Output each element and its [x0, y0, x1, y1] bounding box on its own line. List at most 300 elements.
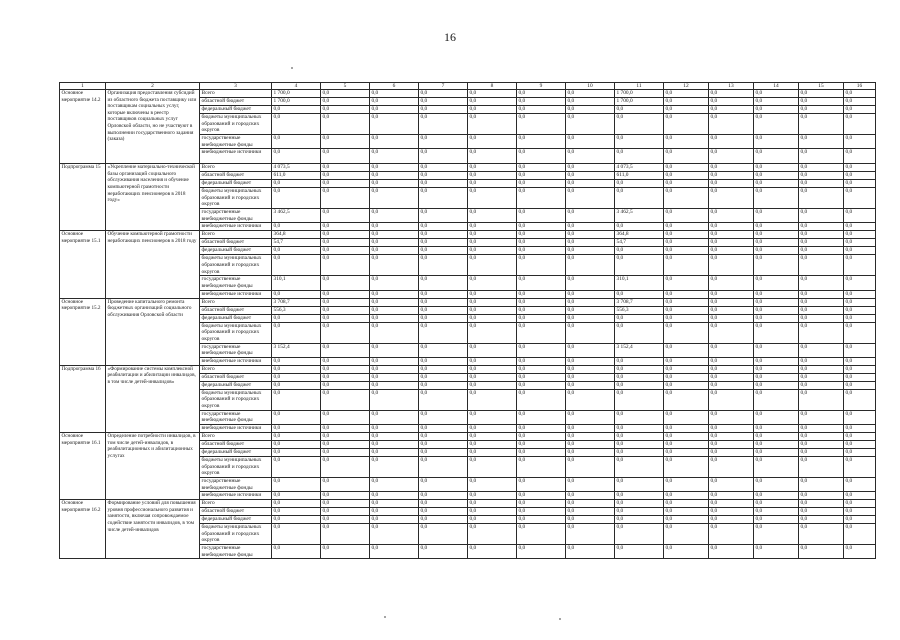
value-cell: 0,0	[566, 432, 615, 440]
value-cell: 0,0	[844, 247, 876, 255]
value-cell: 0,0	[419, 135, 468, 149]
funding-source: Всего	[200, 365, 272, 373]
value-cell: 0,0	[321, 149, 370, 164]
value-cell: 0,0	[419, 456, 468, 477]
value-cell: 0,0	[754, 516, 799, 524]
value-cell: 0,0	[844, 381, 876, 389]
value-cell: 0,0	[844, 223, 876, 231]
value-cell: 0,0	[754, 373, 799, 381]
value-cell: 4 073,5	[615, 164, 664, 172]
funding-source: Всего	[200, 432, 272, 440]
value-cell: 0,0	[272, 456, 321, 477]
value-cell: 0,0	[754, 314, 799, 322]
value-cell: 0,0	[844, 508, 876, 516]
funding-source: федеральный бюджет	[200, 448, 272, 456]
value-cell: 0,0	[664, 306, 709, 314]
value-cell: 0,0	[566, 343, 615, 357]
value-cell: 0,0	[272, 477, 321, 491]
value-cell: 0,0	[272, 223, 321, 231]
value-cell: 0,0	[664, 545, 709, 559]
program-code: Основное мероприятие 15.1	[60, 231, 106, 298]
value-cell: 0,0	[566, 477, 615, 491]
value-cell: 0,0	[517, 357, 566, 365]
value-cell: 0,0	[799, 373, 844, 381]
value-cell: 0,0	[321, 516, 370, 524]
value-cell: 0,0	[272, 432, 321, 440]
value-cell: 556,3	[272, 306, 321, 314]
value-cell: 0,0	[370, 432, 419, 440]
value-cell: 0,0	[709, 373, 754, 381]
program-name: Формирование условий для повышения уровня профессионального развития и занятости, включая сопровождаемое содействие занятости инвалидов, в том числе детей-инвалидов	[106, 500, 200, 559]
funding-source: Всего	[200, 90, 272, 98]
value-cell: 0,0	[370, 164, 419, 172]
value-cell: 0,0	[664, 231, 709, 239]
value-cell: 0,0	[664, 90, 709, 98]
value-cell: 0,0	[799, 322, 844, 343]
value-cell: 4 073,5	[272, 164, 321, 172]
value-cell: 0,0	[844, 314, 876, 322]
value-cell: 0,0	[844, 255, 876, 276]
scan-speck	[384, 616, 386, 618]
value-cell: 0,0	[370, 424, 419, 432]
value-cell: 0,0	[272, 424, 321, 432]
value-cell: 0,0	[709, 298, 754, 306]
value-cell: 0,0	[370, 508, 419, 516]
value-cell: 0,0	[799, 231, 844, 239]
value-cell: 0,0	[370, 357, 419, 365]
value-cell: 0,0	[566, 149, 615, 164]
value-cell: 0,0	[272, 508, 321, 516]
value-cell: 0,0	[517, 381, 566, 389]
value-cell: 0,0	[664, 477, 709, 491]
value-cell: 0,0	[321, 448, 370, 456]
value-cell: 0,0	[799, 314, 844, 322]
value-cell: 0,0	[754, 239, 799, 247]
value-cell: 0,0	[517, 209, 566, 223]
value-cell: 0,0	[844, 389, 876, 410]
value-cell: 0,0	[615, 114, 664, 135]
value-cell: 0,0	[370, 314, 419, 322]
value-cell: 0,0	[419, 298, 468, 306]
value-cell: 0,0	[615, 545, 664, 559]
value-cell: 0,0	[419, 276, 468, 290]
value-cell: 0,0	[709, 545, 754, 559]
value-cell: 0,0	[566, 492, 615, 500]
value-cell: 0,0	[370, 410, 419, 424]
value-cell: 0,0	[615, 106, 664, 114]
value-cell: 0,0	[419, 106, 468, 114]
value-cell: 0,0	[709, 98, 754, 106]
value-cell: 0,0	[754, 172, 799, 180]
value-cell: 0,0	[615, 440, 664, 448]
value-cell: 0,0	[517, 516, 566, 524]
value-cell: 0,0	[754, 492, 799, 500]
program-code: Подпрограмма 15	[60, 164, 106, 231]
value-cell: 0,0	[844, 440, 876, 448]
value-cell: 0,0	[709, 410, 754, 424]
value-cell: 0,0	[844, 298, 876, 306]
value-cell: 0,0	[321, 106, 370, 114]
value-cell: 0,0	[468, 306, 517, 314]
value-cell: 0,0	[664, 516, 709, 524]
value-cell: 0,0	[517, 298, 566, 306]
value-cell: 0,0	[709, 135, 754, 149]
funding-source: областной бюджет	[200, 440, 272, 448]
value-cell: 0,0	[370, 500, 419, 508]
value-cell: 0,0	[664, 223, 709, 231]
value-cell: 0,0	[844, 276, 876, 290]
value-cell: 0,0	[844, 373, 876, 381]
value-cell: 0,0	[272, 149, 321, 164]
value-cell: 0,0	[844, 500, 876, 508]
value-cell: 0,0	[709, 247, 754, 255]
value-cell: 0,0	[664, 314, 709, 322]
program-code: Основное мероприятие 16.2	[60, 500, 106, 559]
column-number: 15	[799, 83, 844, 90]
column-number: 3	[200, 83, 272, 90]
value-cell: 0,0	[709, 172, 754, 180]
funding-source: внебюджетные источники	[200, 357, 272, 365]
column-number: 6	[370, 83, 419, 90]
value-cell: 0,0	[664, 381, 709, 389]
value-cell: 0,0	[419, 149, 468, 164]
value-cell: 0,0	[517, 135, 566, 149]
value-cell: 0,0	[419, 448, 468, 456]
value-cell: 0,0	[709, 322, 754, 343]
value-cell: 0,0	[272, 322, 321, 343]
value-cell: 0,0	[321, 477, 370, 491]
value-cell: 0,0	[754, 357, 799, 365]
value-cell: 0,0	[799, 98, 844, 106]
value-cell: 0,0	[272, 114, 321, 135]
value-cell: 0,0	[517, 508, 566, 516]
value-cell: 0,0	[754, 524, 799, 545]
value-cell: 0,0	[370, 381, 419, 389]
value-cell: 0,0	[709, 500, 754, 508]
value-cell: 0,0	[709, 508, 754, 516]
value-cell: 0,0	[419, 247, 468, 255]
value-cell: 0,0	[419, 373, 468, 381]
value-cell: 0,0	[844, 365, 876, 373]
table-row	[60, 365, 876, 373]
value-cell: 0,0	[754, 231, 799, 239]
value-cell: 0,0	[615, 456, 664, 477]
value-cell: 0,0	[468, 298, 517, 306]
value-cell: 0,0	[709, 314, 754, 322]
value-cell: 0,0	[468, 381, 517, 389]
value-cell: 0,0	[799, 276, 844, 290]
value-cell: 0,0	[844, 343, 876, 357]
value-cell: 0,0	[754, 188, 799, 209]
column-number: 9	[517, 83, 566, 90]
value-cell: 0,0	[370, 343, 419, 357]
value-cell: 0,0	[615, 381, 664, 389]
value-cell: 0,0	[664, 209, 709, 223]
value-cell: 0,0	[754, 306, 799, 314]
value-cell: 0,0	[321, 440, 370, 448]
value-cell: 0,0	[321, 389, 370, 410]
value-cell: 0,0	[517, 180, 566, 188]
value-cell: 0,0	[754, 180, 799, 188]
funding-source: бюджеты муниципальных образований и городских округов	[200, 389, 272, 410]
value-cell: 0,0	[664, 188, 709, 209]
value-cell: 0,0	[566, 357, 615, 365]
value-cell: 0,0	[370, 247, 419, 255]
value-cell: 0,0	[754, 290, 799, 298]
value-cell: 0,0	[468, 357, 517, 365]
value-cell: 0,0	[370, 524, 419, 545]
value-cell: 0,0	[799, 389, 844, 410]
value-cell: 0,0	[664, 456, 709, 477]
value-cell: 0,0	[709, 343, 754, 357]
value-cell: 0,0	[799, 477, 844, 491]
value-cell: 0,0	[664, 106, 709, 114]
value-cell: 0,0	[272, 389, 321, 410]
funding-source: государственные внебюджетные фонды	[200, 410, 272, 424]
value-cell: 0,0	[321, 343, 370, 357]
value-cell: 0,0	[321, 255, 370, 276]
value-cell: 0,0	[799, 440, 844, 448]
value-cell: 0,0	[468, 373, 517, 381]
value-cell: 0,0	[709, 432, 754, 440]
value-cell: 0,0	[615, 188, 664, 209]
value-cell: 0,0	[709, 456, 754, 477]
value-cell: 0,0	[370, 223, 419, 231]
value-cell: 0,0	[615, 373, 664, 381]
value-cell: 0,0	[370, 516, 419, 524]
table-row	[60, 164, 876, 172]
value-cell: 0,0	[664, 424, 709, 432]
value-cell: 0,0	[468, 106, 517, 114]
value-cell: 0,0	[419, 164, 468, 172]
value-cell: 0,0	[468, 188, 517, 209]
funding-source: областной бюджет	[200, 239, 272, 247]
value-cell: 0,0	[799, 255, 844, 276]
value-cell: 0,0	[272, 448, 321, 456]
column-number: 2	[106, 83, 200, 90]
value-cell: 0,0	[517, 432, 566, 440]
value-cell: 0,0	[664, 432, 709, 440]
value-cell: 0,0	[566, 98, 615, 106]
value-cell: 0,0	[754, 365, 799, 373]
value-cell: 0,0	[419, 516, 468, 524]
value-cell: 0,0	[709, 424, 754, 432]
value-cell: 0,0	[566, 247, 615, 255]
value-cell: 0,0	[664, 389, 709, 410]
value-cell: 0,0	[799, 290, 844, 298]
value-cell: 0,0	[517, 172, 566, 180]
value-cell: 0,0	[370, 276, 419, 290]
value-cell: 0,0	[468, 322, 517, 343]
value-cell: 0,0	[799, 524, 844, 545]
value-cell: 0,0	[709, 106, 754, 114]
value-cell: 0,0	[517, 98, 566, 106]
value-cell: 0,0	[517, 314, 566, 322]
funding-source: областной бюджет	[200, 306, 272, 314]
value-cell: 0,0	[799, 106, 844, 114]
value-cell: 0,0	[272, 314, 321, 322]
value-cell: 0,0	[615, 365, 664, 373]
value-cell: 0,0	[566, 508, 615, 516]
value-cell: 0,0	[566, 90, 615, 98]
value-cell: 3 152,4	[615, 343, 664, 357]
value-cell: 0,0	[754, 106, 799, 114]
value-cell: 0,0	[754, 276, 799, 290]
value-cell: 0,0	[615, 322, 664, 343]
value-cell: 0,0	[517, 247, 566, 255]
value-cell: 0,0	[754, 381, 799, 389]
value-cell: 0,0	[844, 180, 876, 188]
value-cell: 0,0	[517, 306, 566, 314]
value-cell: 0,0	[272, 410, 321, 424]
value-cell: 0,0	[664, 98, 709, 106]
value-cell: 0,0	[615, 508, 664, 516]
value-cell: 0,0	[517, 106, 566, 114]
table-body	[60, 83, 876, 559]
value-cell: 54,7	[272, 239, 321, 247]
program-name: Организация предоставления субсидий из областного бюджета поставщику или поставщикам социальных услуг, которые включены в реестр поставщиков социальных услуг Орловской области, но не участвуют в выполнении государственного задания (заказа)	[106, 90, 200, 164]
value-cell: 0,0	[419, 381, 468, 389]
value-cell: 0,0	[370, 180, 419, 188]
value-cell: 0,0	[799, 239, 844, 247]
value-cell: 0,0	[709, 223, 754, 231]
value-cell: 0,0	[709, 516, 754, 524]
value-cell: 0,0	[566, 410, 615, 424]
value-cell: 0,0	[468, 114, 517, 135]
value-cell: 0,0	[754, 477, 799, 491]
value-cell: 0,0	[615, 223, 664, 231]
value-cell: 1 700,0	[272, 98, 321, 106]
funding-source: бюджеты муниципальных образований и городских округов	[200, 524, 272, 545]
funding-source: Всего	[200, 500, 272, 508]
value-cell: 0,0	[468, 508, 517, 516]
value-cell: 0,0	[844, 448, 876, 456]
value-cell: 0,0	[709, 231, 754, 239]
value-cell: 0,0	[272, 106, 321, 114]
program-code: Основное мероприятие 15.2	[60, 298, 106, 365]
value-cell: 0,0	[844, 545, 876, 559]
value-cell: 0,0	[799, 448, 844, 456]
value-cell: 0,0	[468, 477, 517, 491]
value-cell: 0,0	[799, 456, 844, 477]
value-cell: 0,0	[664, 448, 709, 456]
value-cell: 0,0	[468, 424, 517, 432]
value-cell: 0,0	[370, 448, 419, 456]
value-cell: 0,0	[566, 164, 615, 172]
value-cell: 0,0	[468, 492, 517, 500]
value-cell: 0,0	[754, 508, 799, 516]
value-cell: 0,0	[321, 381, 370, 389]
value-cell: 0,0	[566, 456, 615, 477]
value-cell: 0,0	[321, 500, 370, 508]
value-cell: 0,0	[419, 188, 468, 209]
value-cell: 0,0	[321, 492, 370, 500]
value-cell: 3 708,7	[272, 298, 321, 306]
funding-source: государственные внебюджетные фонды	[200, 477, 272, 491]
column-number: 11	[615, 83, 664, 90]
value-cell: 0,0	[321, 508, 370, 516]
value-cell: 0,0	[370, 477, 419, 491]
value-cell: 310,1	[272, 276, 321, 290]
value-cell: 0,0	[566, 106, 615, 114]
value-cell: 0,0	[321, 410, 370, 424]
value-cell: 0,0	[517, 492, 566, 500]
value-cell: 0,0	[709, 164, 754, 172]
program-name: Обучение компьютерной грамотности неработающих пенсионеров в 2018 году	[106, 231, 200, 298]
value-cell: 0,0	[615, 477, 664, 491]
value-cell: 0,0	[272, 545, 321, 559]
value-cell: 0,0	[799, 114, 844, 135]
value-cell: 0,0	[419, 524, 468, 545]
value-cell: 0,0	[566, 322, 615, 343]
value-cell: 0,0	[754, 114, 799, 135]
value-cell: 0,0	[566, 180, 615, 188]
value-cell: 0,0	[419, 500, 468, 508]
value-cell: 0,0	[709, 276, 754, 290]
value-cell: 0,0	[709, 389, 754, 410]
value-cell: 0,0	[419, 410, 468, 424]
column-number: 10	[566, 83, 615, 90]
value-cell: 0,0	[517, 448, 566, 456]
value-cell: 0,0	[517, 365, 566, 373]
value-cell: 0,0	[468, 365, 517, 373]
value-cell: 0,0	[844, 209, 876, 223]
value-cell: 0,0	[321, 524, 370, 545]
value-cell: 0,0	[272, 188, 321, 209]
value-cell: 0,0	[566, 276, 615, 290]
value-cell: 0,0	[370, 389, 419, 410]
column-number: 8	[468, 83, 517, 90]
column-number: 12	[664, 83, 709, 90]
value-cell: 0,0	[321, 314, 370, 322]
funding-source: федеральный бюджет	[200, 247, 272, 255]
value-cell: 0,0	[709, 440, 754, 448]
value-cell: 0,0	[615, 180, 664, 188]
value-cell: 0,0	[844, 188, 876, 209]
value-cell: 1 700,0	[615, 98, 664, 106]
value-cell: 0,0	[468, 231, 517, 239]
value-cell: 0,0	[517, 239, 566, 247]
value-cell: 0,0	[566, 524, 615, 545]
value-cell: 0,0	[370, 545, 419, 559]
value-cell: 0,0	[321, 239, 370, 247]
value-cell: 0,0	[754, 456, 799, 477]
value-cell: 0,0	[321, 180, 370, 188]
value-cell: 0,0	[664, 247, 709, 255]
value-cell: 0,0	[754, 545, 799, 559]
value-cell: 0,0	[709, 306, 754, 314]
value-cell: 0,0	[468, 98, 517, 106]
value-cell: 0,0	[468, 410, 517, 424]
value-cell: 0,0	[799, 223, 844, 231]
value-cell: 0,0	[844, 290, 876, 298]
value-cell: 0,0	[566, 231, 615, 239]
funding-source: государственные внебюджетные фонды	[200, 135, 272, 149]
value-cell: 0,0	[844, 357, 876, 365]
value-cell: 0,0	[664, 365, 709, 373]
value-cell: 0,0	[321, 357, 370, 365]
value-cell: 0,0	[709, 357, 754, 365]
value-cell: 0,0	[370, 306, 419, 314]
value-cell: 0,0	[664, 298, 709, 306]
program-name: Определение потребности инвалидов, в том числе детей-инвалидов, в реабилитационных и абилитационных услугах	[106, 432, 200, 499]
value-cell: 0,0	[419, 343, 468, 357]
value-cell: 3 708,7	[615, 298, 664, 306]
value-cell: 3 462,5	[615, 209, 664, 223]
value-cell: 0,0	[664, 290, 709, 298]
program-name: Проведение капитального ремонта бюджетных организаций социального обслуживания Орловской области	[106, 298, 200, 365]
value-cell: 0,0	[664, 172, 709, 180]
